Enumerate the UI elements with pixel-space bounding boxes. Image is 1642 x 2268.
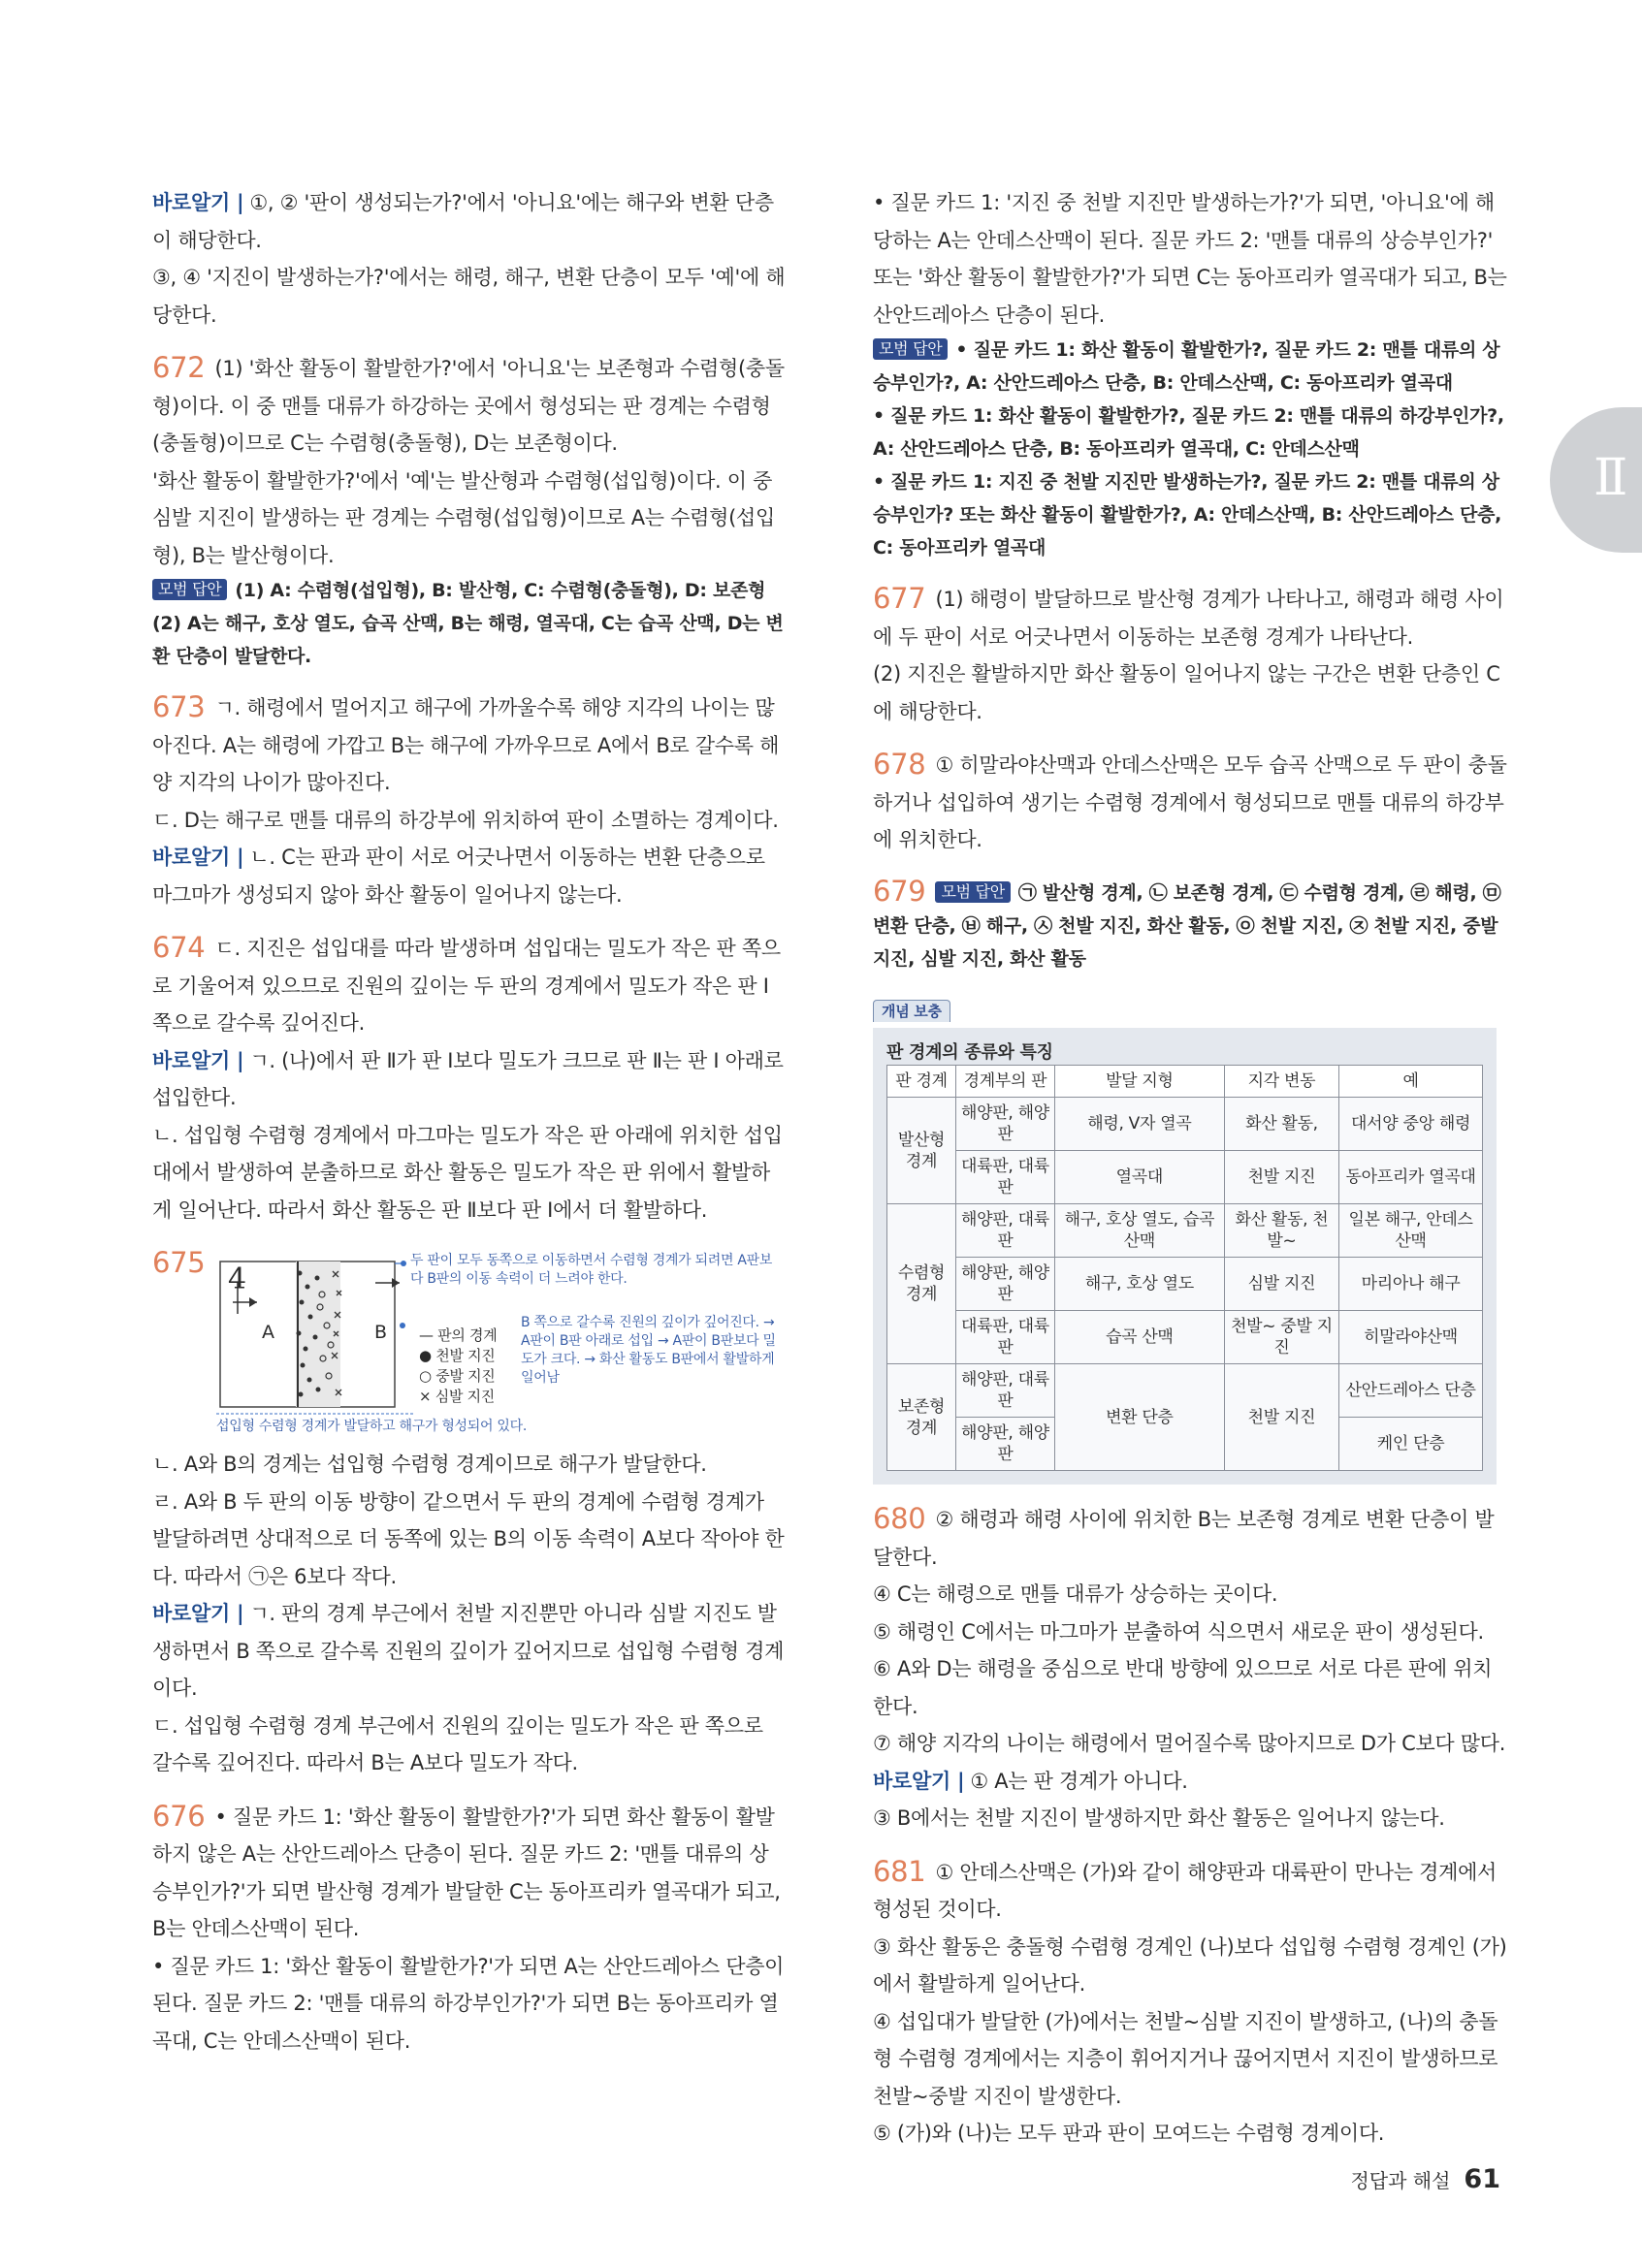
model-answer-badge: 모범 답안 — [935, 881, 1010, 903]
answer-673-barogi: 바로알기 | ㄴ. C는 판과 판이 서로 어긋나면서 이동하는 변환 단층으로 마그마가 생성되지 않아 화산 활동이 일어나지 않는다. — [152, 846, 765, 907]
right-column — [873, 184, 1508, 2168]
answer-673-p1: 673 ㄱ. 해령에서 멀어지고 해구에 가까울수록 해양 지각의 나이는 많아진다. A는 해령에 가깝고 B는 해구에 가까우므로 A에서 B로 갈수록 해양 지각의 나이가 많아진다. — [152, 690, 780, 794]
figure-675 — [152, 1244, 788, 1438]
answer-679 — [873, 875, 1508, 975]
table-cell: 해구, 호상 열도, 습곡 산맥 — [1054, 1204, 1224, 1258]
answer-676-model-2: • 질문 카드 1: 화산 활동이 활발한가?, 질문 카드 2: 맨틀 대류의 하강부인가?, A: 산안드레아스 단층, B: 동아프리카 열곡대, C: 안데스산맥 — [873, 405, 1504, 460]
answer-674-p1: 674 ㄷ. 지진은 섭입대를 따라 발생하며 섭입대는 밀도가 작은 판 쪽으로 기울어져 있으므로 진원의 깊이는 두 판의 경계에서 밀도가 작은 판 Ⅰ 쪽으로 갈수록 깊어진다. — [152, 931, 781, 1035]
question-number: 677 — [873, 582, 926, 615]
barogi-label: 바로알기 | — [152, 1602, 244, 1625]
answer-678-p1: 678 ① 히말라야산맥과 안데스산맥은 모두 습곡 산맥으로 두 판이 충돌하거나 섭입하여 생기는 수렴형 경계에서 형성되므로 맨틀 대류의 하강부에 위치한다. — [873, 748, 1507, 851]
table-header: 판 경계 — [887, 1066, 956, 1098]
answer-681-p3: ④ 섭입대가 발달한 (가)에서는 천발~심발 지진이 발생하고, (나)의 충돌형 수렴형 경계에서는 지층이 휘어지거나 끊어지면서 지진이 발생하므로 천발~중발 지진이 발생한다. — [873, 2009, 1498, 2108]
table-header-row — [887, 1066, 1483, 1098]
question-number: 679 — [873, 874, 926, 908]
answer-677 — [873, 580, 1508, 730]
table-cell: 수렴형 경계 — [887, 1204, 956, 1364]
annotation-2: B 쪽으로 갈수록 진원의 깊이가 깊어진다. → A판이 B판 아래로 섭입 → A판이 B판보다 밀도가 크다. → 화산 활동도 B판에서 활발하게 일어남 — [521, 1315, 776, 1386]
answer-672-p1: 672 (1) '화산 활동이 활발한가?'에서 '아니요'는 보존형과 수렴형(충돌형)이다. 이 중 맨틀 대류가 하강하는 곳에서 형성되는 판 경계는 수렴형(충돌형)이므로 C는 수렴형(충돌형), D는 보존형이다. — [152, 351, 785, 455]
table-cell: 해양판, 해양판 — [956, 1418, 1055, 1471]
intro-line-2: ③, ④ '지진이 발생하는가?'에서는 해령, 해구, 변환 단층이 모두 '예'에 해당한다. — [152, 266, 786, 327]
table-cell: 해양판, 대륙판 — [956, 1204, 1055, 1258]
concept-tab: 개념 보충 — [873, 1000, 950, 1022]
velocity-label: 4 — [228, 1262, 246, 1296]
answer-673 — [152, 688, 788, 913]
answer-679-text: 679 모범 답안 ㉠ 발산형 경계, ㉡ 보존형 경계, ㉢ 수렴형 경계, ㉣ 해령, ㉤ 변환 단층, ㉥ 해구, ㉦ 천발 지진, 화산 활동, ㉧ 천발 지진, ㉨ 천발 지진, 중발 지진, 심발 지진, 화산 활동 — [873, 874, 1501, 970]
table-cell: 천발 지진 — [1224, 1364, 1338, 1471]
question-number: 675 — [152, 1246, 206, 1279]
concept-panel — [873, 1028, 1497, 1485]
table-row — [887, 1364, 1483, 1418]
chapter-numeral: Ⅱ — [1594, 449, 1628, 507]
table-cell: 해양판, 대륙판 — [956, 1364, 1055, 1418]
answer-680-p5: ⑦ 해양 지각의 나이는 해령에서 멀어질수록 많아지므로 D가 C보다 많다. — [873, 1732, 1506, 1755]
answer-677-p1: 677 (1) 해령이 발달하므로 발산형 경계가 나타나고, 해령과 해령 사이에 두 판이 서로 어긋나면서 이동하는 보존형 경계가 나타난다. — [873, 582, 1504, 649]
answer-680-barogi-1: 바로알기 | ① A는 판 경계가 아니다. — [873, 1769, 1188, 1793]
table-cell: 해령, V자 열곡 — [1054, 1098, 1224, 1151]
answer-673-p2: ㄷ. D는 해구로 맨틀 대류의 하강부에 위치하여 판이 소멸하는 경계이다. — [152, 808, 779, 832]
barogi-label: 바로알기 | — [873, 1769, 965, 1793]
footer-label: 정답과 해설 — [1350, 2169, 1451, 2192]
barogi-label: 바로알기 | — [152, 846, 244, 869]
answer-678 — [873, 746, 1508, 859]
table-cell: 보존형 경계 — [887, 1364, 956, 1471]
answer-675-barogi-2: ㄷ. 섭입형 수렴형 경계 부근에서 진원의 깊이는 밀도가 작은 판 쪽으로 갈수록 깊어진다. 따라서 B는 A보다 밀도가 작다. — [152, 1713, 763, 1774]
table-cell: 변환 단층 — [1054, 1364, 1224, 1471]
answer-676-model-3: • 질문 카드 1: 지진 중 천발 지진만 발생하는가?, 질문 카드 2: 맨틀 대류의 상승부인가? 또는 화산 활동이 활발한가?, A: 안데스산맥, B: 산안드레아스 단층, C: 동아프리카 열곡대 — [873, 471, 1502, 559]
plate-b-label: B — [374, 1322, 387, 1343]
question-number: 680 — [873, 1502, 926, 1535]
barogi-label: 바로알기 | — [152, 191, 244, 214]
answer-680-p3: ⑤ 해령인 C에서는 마그마가 분출하여 식으면서 새로운 판이 생성된다. — [873, 1619, 1484, 1644]
plate-a-label: A — [262, 1322, 274, 1343]
concept-box — [873, 991, 1508, 1485]
answer-674 — [152, 929, 788, 1229]
answer-676-continued — [873, 184, 1508, 564]
table-cell: 화산 활동, 천발~ — [1224, 1204, 1338, 1258]
answer-676-p3: • 질문 카드 1: '지진 중 천발 지진만 발생하는가?'가 되면, '아니요'에 해당하는 A는 안데스산맥이 된다. 질문 카드 2: '맨틀 대류의 상승부인가?' 또는 '화산 활동이 활발한가?'가 되면 C는 동아프리카 열곡대가 되고, B는 산안드레아스 단층이 된다. — [873, 191, 1507, 327]
table-cell: 화산 활동, — [1224, 1098, 1338, 1151]
answer-675-p1: ㄴ. A와 B의 경계는 섭입형 수렴형 경계이므로 해구가 발달한다. — [152, 1453, 707, 1476]
table-cell: 해양판, 해양판 — [956, 1258, 1055, 1311]
table-row — [887, 1151, 1483, 1204]
table-cell: 열곡대 — [1054, 1151, 1224, 1204]
answer-676-model-1: 모범 답안 • 질문 카드 1: 화산 활동이 활발한가?, 질문 카드 2: 맨틀 대류의 상승부인가?, A: 산안드레아스 단층, B: 안데스산맥, C: 동아프리카 열곡대 — [873, 339, 1500, 394]
table-cell: 해양판, 해양판 — [956, 1098, 1055, 1151]
table-header: 예 — [1339, 1066, 1483, 1098]
question-number: 673 — [152, 690, 206, 723]
table-cell: 산안드레아스 단층 — [1339, 1364, 1483, 1418]
table-cell: 천발 지진 — [1224, 1151, 1338, 1204]
table-cell: 대서양 중앙 해령 — [1339, 1098, 1483, 1151]
answer-676-p2: • 질문 카드 1: '화산 활동이 활발한가?'가 되면 A는 산안드레아스 단층이 된다. 질문 카드 2: '맨틀 대류의 하강부인가?'가 되면 B는 동아프리카 열곡대, C는 안데스산맥이 된다. — [152, 1954, 785, 2053]
figure-caption: 섭입형 수렴형 경계가 발달하고 해구가 형성되어 있다. — [216, 1419, 527, 1434]
answer-675 — [152, 1244, 788, 1782]
left-column — [152, 184, 788, 2075]
answer-674-barogi-2: ㄴ. 섭입형 수렴형 경계에서 마그마는 밀도가 작은 판 아래에 위치한 섭입대에서 발생하여 분출하므로 화산 활동은 밀도가 작은 판 위에서 활발하게 일어난다. 따라서 화산 활동은 판 Ⅱ보다 판 Ⅰ에서 더 활발하다. — [152, 1123, 783, 1222]
answer-677-p2: (2) 지진은 활발하지만 화산 활동이 일어나지 않는 구간은 변환 단층인 C에 해당한다. — [873, 662, 1500, 723]
answer-680-p4: ⑥ A와 D는 해령을 중심으로 반대 방향에 있으므로 서로 다른 판에 위치한다. — [873, 1657, 1493, 1718]
answer-681 — [873, 1853, 1508, 2153]
answer-680 — [873, 1500, 1508, 1837]
table-cell: 대륙판, 대륙판 — [956, 1311, 1055, 1364]
answer-675-p2: ㄹ. A와 B 두 판의 이동 방향이 같으면서 두 판의 경계에 수렴형 경계가 발달하려면 상대적으로 더 동쪽에 있는 B의 이동 속력이 A보다 작아야 한다. 따라서 ㉠은 6보다 작다. — [152, 1489, 785, 1588]
intro-block — [152, 184, 788, 334]
table-cell: 히말라야산맥 — [1339, 1311, 1483, 1364]
answer-676 — [152, 1798, 788, 2060]
question-number: 678 — [873, 748, 926, 781]
answer-674-barogi-1: 바로알기 | ㄱ. (나)에서 판 Ⅱ가 판 Ⅰ보다 밀도가 크므로 판 Ⅱ는 판 Ⅰ 아래로 섭입한다. — [152, 1048, 784, 1109]
answer-672-p2: '화산 활동이 활발한가?'에서 '예'는 발산형과 수렴형(섭입형)이다. 이 중 심발 지진이 발생하는 판 경계는 수렴형(섭입형)이므로 A는 수렴형(섭입형), B는 발산형이다. — [152, 468, 775, 567]
question-number: 672 — [152, 351, 206, 384]
table-cell: 천발~ 중발 지진 — [1224, 1311, 1338, 1364]
question-number: 676 — [152, 1799, 206, 1833]
question-number: 674 — [152, 931, 206, 964]
table-cell: 일본 해구, 안데스산맥 — [1339, 1204, 1483, 1258]
answer-680-barogi-2: ③ B에서는 천발 지진이 발생하지만 화산 활동은 일어나지 않는다. — [873, 1806, 1445, 1830]
model-answer-badge: 모범 답안 — [152, 579, 227, 600]
plate-boundary-table — [886, 1065, 1483, 1471]
answer-681-p1: 681 ① 안데스산맥은 (가)와 같이 해양판과 대륙판이 만나는 경계에서 형성된 것이다. — [873, 1854, 1497, 1921]
table-cell: 케인 단층 — [1339, 1418, 1483, 1471]
table-row — [887, 1258, 1483, 1311]
answer-672-model: 모범 답안 (1) A: 수렴형(섭입형), B: 발산형, C: 수렴형(충돌형), D: 보존형 (2) A는 해구, 호상 열도, 습곡 산맥, B는 해령, 열곡대, C는 습곡 산맥, D는 변환 단층이 발달한다. — [152, 580, 784, 667]
table-cell: 습곡 산맥 — [1054, 1311, 1224, 1364]
model-answer-badge: 모범 답안 — [873, 338, 948, 360]
table-row — [887, 1311, 1483, 1364]
legend-boundary: — 판의 경계 — [419, 1326, 498, 1344]
annotation-1: 두 판이 모두 동쪽으로 이동하면서 수렴형 경계가 되려면 A판보다 B판의 이동 속력이 더 느려야 한다. — [410, 1253, 773, 1287]
legend-shallow: ● 천발 지진 — [419, 1347, 496, 1364]
chapter-side-tab — [1550, 407, 1642, 553]
table-cell: 마리아나 해구 — [1339, 1258, 1483, 1311]
figure-legend — [419, 1326, 497, 1407]
table-cell: 심발 지진 — [1224, 1258, 1338, 1311]
table-header: 발달 지형 — [1054, 1066, 1224, 1098]
legend-intermediate: ○ 중발 지진 — [419, 1367, 496, 1385]
table-row — [887, 1098, 1483, 1151]
answer-680-p1: 680 ② 해령과 해령 사이에 위치한 B는 보존형 경계로 변환 단층이 발달한다. — [873, 1502, 1495, 1569]
page-footer — [1350, 2164, 1500, 2194]
legend-deep: × 심발 지진 — [419, 1388, 495, 1405]
page-number: 61 — [1464, 2164, 1500, 2194]
answer-675-barogi-1: 바로알기 | ㄱ. 판의 경계 부근에서 천발 지진뿐만 아니라 심발 지진도 발생하면서 B 쪽으로 갈수록 진원의 깊이가 깊어지므로 섭입형 수렴형 경계이다. — [152, 1602, 785, 1700]
table-cell: 대륙판, 대륙판 — [956, 1151, 1055, 1204]
table-header: 지각 변동 — [1224, 1066, 1338, 1098]
barogi-label: 바로알기 | — [152, 1048, 244, 1072]
question-number: 681 — [873, 1854, 926, 1888]
table-row — [887, 1204, 1483, 1258]
table-cell: 발산형 경계 — [887, 1098, 956, 1204]
table-cell: 해구, 호상 열도 — [1054, 1258, 1224, 1311]
answer-681-p2: ③ 화산 활동은 충돌형 수렴형 경계인 (나)보다 섭입형 수렴형 경계인 (가)에서 활발하게 일어난다. — [873, 1934, 1507, 1996]
answer-676-p1: 676 • 질문 카드 1: '화산 활동이 활발한가?'가 되면 화산 활동이 활발하지 않은 A는 산안드레아스 단층이 된다. 질문 카드 2: '맨틀 대류의 상승부인가?'가 되면 발산형 경계가 발달한 C는 동아프리카 열곡대가 되고, B는 안데스산맥이 된다. — [152, 1799, 781, 1940]
answer-681-p4: ⑤ (가)와 (나)는 모두 판과 판이 모여드는 수렴형 경계이다. — [873, 2122, 1385, 2145]
intro-line-1: 바로알기 | ①, ② '판이 생성되는가?'에서 '아니요'에는 해구와 변환 단층이 해당한다. — [152, 191, 774, 252]
table-header: 경계부의 판 — [956, 1066, 1055, 1098]
answer-672 — [152, 349, 788, 673]
concept-title: 판 경계의 종류와 특징 — [886, 1042, 1053, 1063]
answer-680-p2: ④ C는 해령으로 맨틀 대류가 상승하는 곳이다. — [873, 1582, 1278, 1606]
table-cell: 동아프리카 열곡대 — [1339, 1151, 1483, 1204]
